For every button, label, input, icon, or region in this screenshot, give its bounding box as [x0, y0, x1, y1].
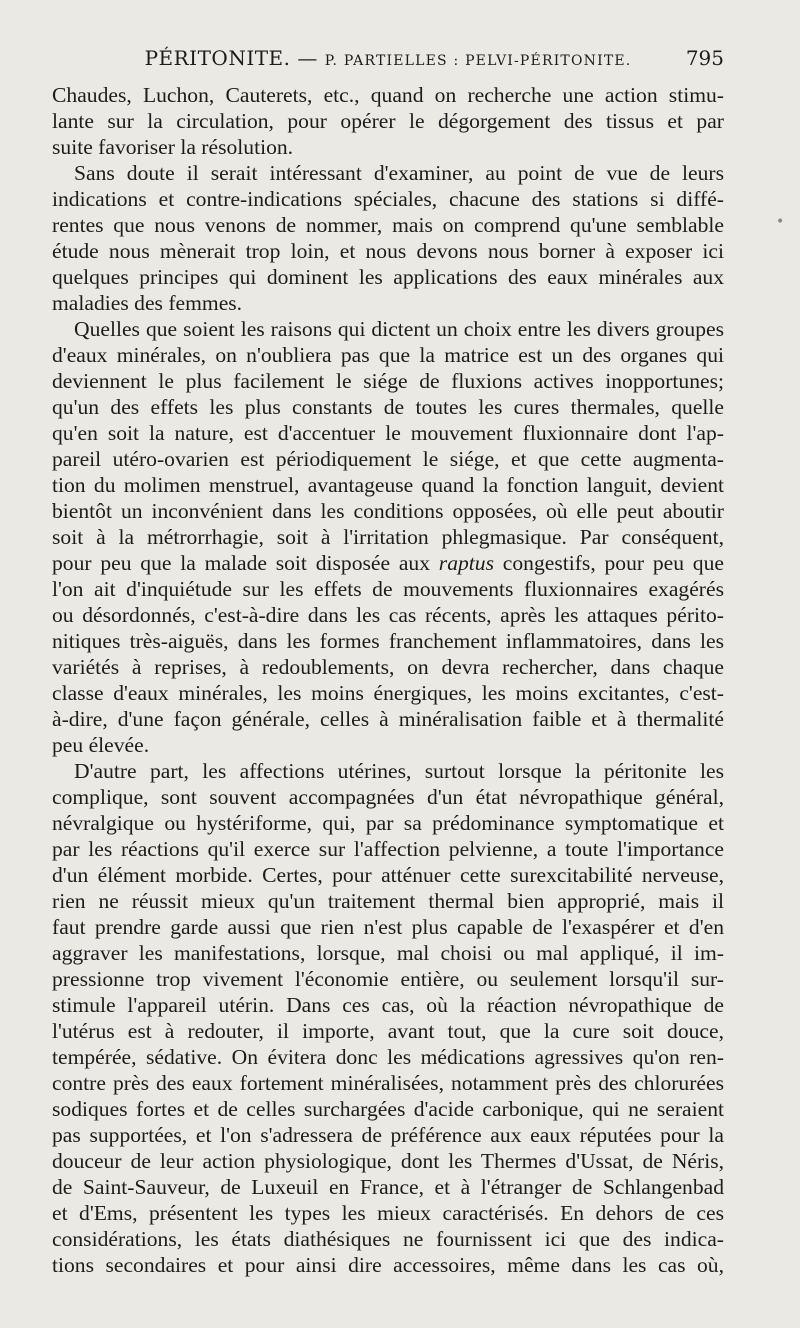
paragraph-2 — [52, 160, 724, 316]
text-line: tion du molimen menstruel, avantageuse quand la fonction languit, devient — [52, 473, 724, 497]
text-line: Sans doute il serait intéressant d'examiner, au point de vue de leurs — [74, 161, 724, 185]
text-line: indications et contre-indications spéciales, chacune des stations si diffé- — [52, 187, 724, 211]
text-line: l'utérus est à redouter, il importe, avant tout, que la cure soit douce, — [52, 1019, 724, 1043]
text-line: peu élevée. — [52, 733, 150, 757]
text-line: faut prendre garde aussi que rien n'est plus capable de l'exaspérer et d'en — [52, 915, 724, 939]
text-line: variétés à reprises, à redoublements, on devra rechercher, dans chaque — [52, 655, 724, 679]
text-line: lante sur la circulation, pour opérer le dégorgement des tissus et par — [52, 109, 724, 133]
text-line: D'autre part, les affections utérines, surtout lorsque la péritonite les — [74, 759, 724, 783]
margin-mark: • — [776, 214, 785, 230]
text-line: pour peu que la malade soit disposée aux raptus congestifs, pour peu que — [52, 551, 724, 575]
paragraph-4 — [52, 758, 724, 1278]
page-number: 795 — [685, 46, 724, 70]
text-line: névralgique ou hystériforme, qui, par sa prédominance symptomatique et — [52, 811, 724, 835]
text-line: classe d'eaux minérales, les moins énergiques, les moins excitantes, c'est- — [52, 681, 724, 705]
text-line: pas supportées, et l'on s'adressera de préférence aux eaux réputées pour la — [52, 1123, 724, 1147]
text-line: douceur de leur action physiologique, dont les Thermes d'Ussat, de Néris, — [52, 1149, 724, 1173]
text-line: deviennent le plus facilement le siége de fluxions actives inopportunes; — [52, 369, 724, 393]
text-line: Chaudes, Luchon, Cauterets, etc., quand on recherche une action stimu- — [52, 83, 724, 107]
body-text — [52, 82, 724, 1278]
text-line: et d'Ems, présentent les types les mieux caractérisés. En dehors de ces — [52, 1201, 724, 1225]
running-title-main: PÉRITONITE. — [144, 46, 291, 70]
text-line: tions secondaires et pour ainsi dire accessoires, même dans les cas où, — [52, 1253, 724, 1277]
text-line: rentes que nous venons de nommer, mais on comprend qu'une semblable — [52, 213, 724, 237]
text-line: l'on ait d'inquiétude sur les effets de mouvements fluxionnaires exagérés — [52, 577, 724, 601]
text-line: par les réactions qu'il exerce sur l'affection pelvienne, a toute l'importance — [52, 837, 724, 861]
text-line: Quelles que soient les raisons qui dictent un choix entre les divers groupes — [74, 317, 724, 341]
text-line: d'un élément morbide. Certes, pour atténuer cette surexcitabilité nerveuse, — [52, 863, 724, 887]
text-line: contre près des eaux fortement minéralisées, notamment près des chlorurées — [52, 1071, 724, 1095]
text-line: maladies des femmes. — [52, 291, 243, 315]
running-header — [52, 46, 724, 78]
text-line: stimule l'appareil utérin. Dans ces cas, où la réaction névropathique de — [52, 993, 724, 1017]
text-line: qu'un des effets les plus constants de toutes les cures thermales, quelle — [52, 395, 724, 419]
text-line: complique, sont souvent accompagnées d'un état névropathique général, — [52, 785, 724, 809]
text-line: quelques principes qui dominent les applications des eaux minérales aux — [52, 265, 724, 289]
text-line: bientôt un inconvénient dans les conditions opposées, où elle peut aboutir — [52, 499, 724, 523]
text-line: considérations, les états diathésiques ne fournissent ici que des indica- — [52, 1227, 724, 1251]
text-line: de Saint-Sauveur, de Luxeuil en France, et à l'étranger de Schlangenbad — [52, 1175, 724, 1199]
paragraph-1 — [52, 82, 724, 160]
text-line: tempérée, sédative. On évitera donc les médications agressives qu'on ren- — [52, 1045, 724, 1069]
text-line: suite favoriser la résolution. — [52, 135, 294, 159]
text-line: à-dire, d'une façon générale, celles à minéralisation faible et à thermalité — [52, 707, 724, 731]
italic-term: raptus — [438, 551, 494, 575]
running-title-dash: — — [297, 46, 318, 70]
running-title-sub: P. PARTIELLES : PELVI-PÉRITONITE. — [324, 53, 632, 69]
text-line: rien ne réussit mieux qu'un traitement thermal bien approprié, mais il — [52, 889, 724, 913]
text-line: qu'en soit la nature, est d'accentuer le mouvement fluxionnaire dont l'ap- — [52, 421, 724, 445]
running-title — [52, 46, 724, 70]
paragraph-3 — [52, 316, 724, 758]
text-line: sodiques fortes et de celles surchargées d'acide carbonique, qui ne seraient — [52, 1097, 724, 1121]
text-line: pressionne trop vivement l'économie entière, ou seulement lorsqu'il sur- — [52, 967, 724, 991]
text-line: d'eaux minérales, on n'oubliera pas que la matrice est un des organes qui — [52, 343, 724, 367]
text-line: aggraver les manifestations, lorsque, mal choisi ou mal appliqué, il im- — [52, 941, 724, 965]
text-line: nitiques très-aiguës, dans les formes franchement inflammatoires, dans les — [52, 629, 724, 653]
text-line: pareil utéro-ovarien est périodiquement le siége, et que cette augmenta- — [52, 447, 724, 471]
text-line: ou désordonnés, c'est-à-dire dans les cas récents, après les attaques périto- — [52, 603, 724, 627]
text-line: étude nous mènerait trop loin, et nous devons nous borner à exposer ici — [52, 239, 724, 263]
text-line: soit à la métrorrhagie, soit à l'irritation phlegmasique. Par conséquent, — [52, 525, 724, 549]
